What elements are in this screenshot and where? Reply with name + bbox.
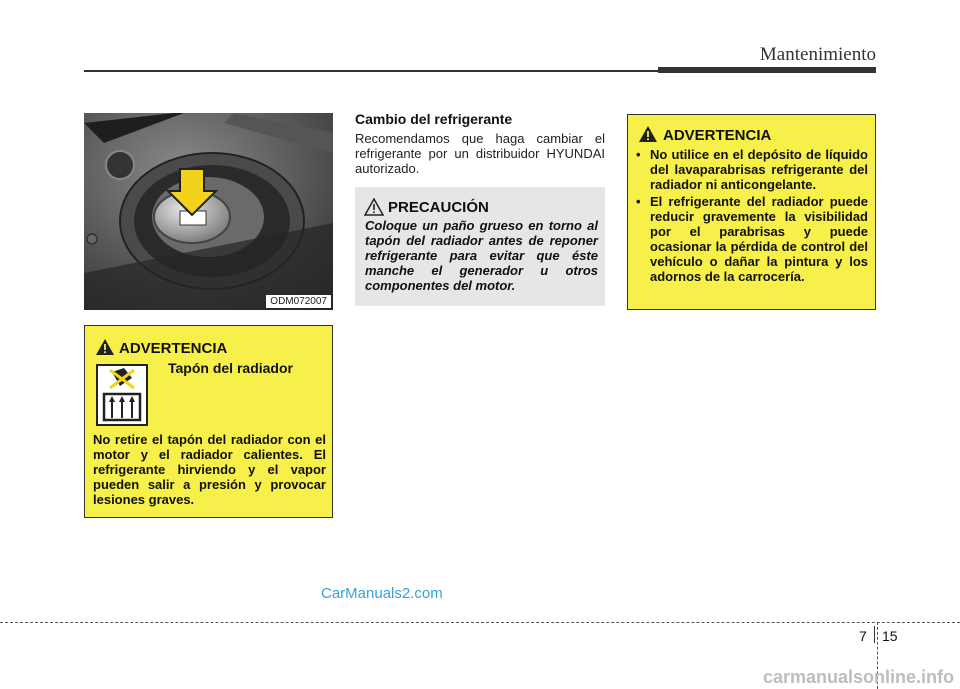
bullet: • (636, 194, 641, 209)
list-item-text: No utilice en el depósito de líquido del lavaparabrisas refrigerante del radiador ni anticongelante. (650, 147, 868, 192)
page-number-divider (874, 626, 875, 643)
bullet: • (636, 147, 641, 162)
caution-box (355, 187, 605, 306)
photo-caption: ODM072007 (266, 295, 331, 308)
warning-left-title: ADVERTENCIA (119, 340, 228, 357)
section-title: Cambio del refrigerante (355, 111, 513, 127)
caution-text: Coloque un paño grueso en torno al tapón del radiador antes de reponer refrigerante para evitar que éste manche el generador u otros componentes del motor. (365, 218, 598, 293)
page-number: 15 (882, 628, 898, 644)
radiator-cap-photo (84, 113, 333, 310)
section-body: Recomendamos que haga cambiar el refrigerante por un distribuidor HYUNDAI autorizado. (355, 131, 605, 176)
list-item-text: El refrigerante del radiador puede reducir gravemente la visibilidad por el parabrisas y puede ocasionar la pérdida de control del vehículo o dañar la pintura y los adornos de la carrocería. (650, 194, 868, 284)
warning-triangle-icon (638, 125, 658, 143)
warning-left-text: No retire el tapón del radiador con el motor y el radiador calientes. El refrigerante hirviendo y el vapor pueden salir a presión y provocar lesiones graves. (93, 432, 326, 507)
watermark-top[interactable]: CarManuals2.com (321, 585, 443, 602)
warning-triangle-icon (95, 338, 115, 356)
header-rule-thin (84, 70, 664, 72)
warning-left-subtitle: Tapón del radiador (168, 360, 293, 376)
warning-right-title: ADVERTENCIA (663, 127, 772, 144)
engine-bay-illustration (84, 113, 333, 310)
list-item (636, 147, 868, 192)
chapter-number: 7 (859, 628, 867, 644)
header-rule-thick (658, 67, 876, 73)
warning-right-list (636, 147, 868, 286)
list-item (636, 194, 868, 284)
warning-box-left (84, 325, 333, 518)
watermark-bottom[interactable]: carmanualsonline.info (762, 667, 954, 687)
hot-radiator-icon (96, 364, 148, 426)
footer-dashed-line (0, 622, 960, 623)
warning-box-right (627, 114, 876, 310)
header-title: Mantenimiento (759, 44, 876, 65)
caution-title: PRECAUCIÓN (388, 199, 489, 216)
caution-triangle-icon (364, 198, 384, 216)
